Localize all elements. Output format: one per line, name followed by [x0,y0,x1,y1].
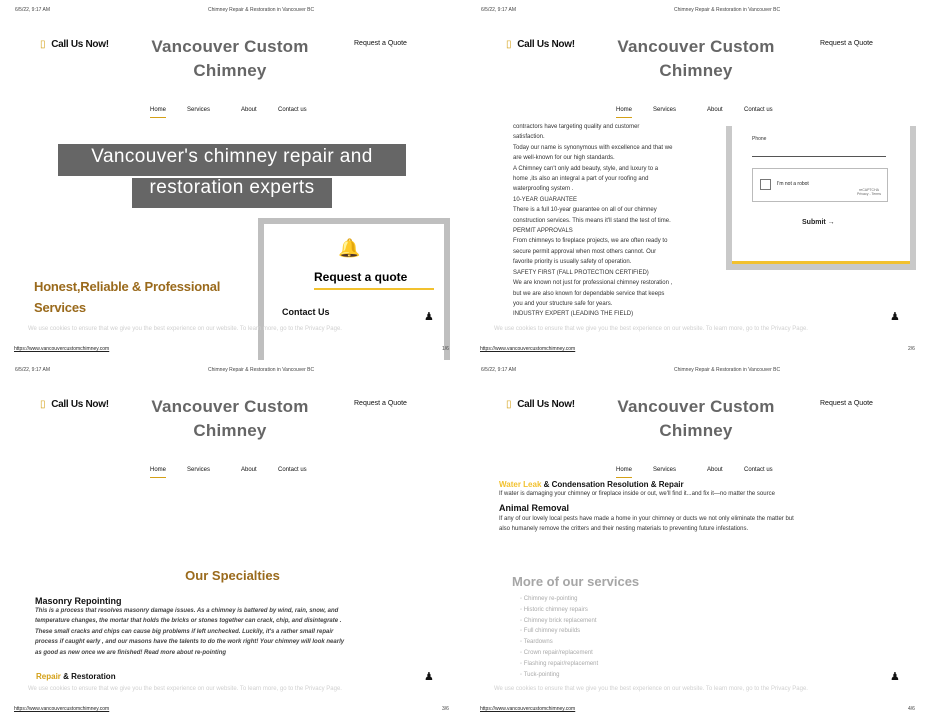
list-item[interactable]: ◦ Historic chimney repairs [520,605,598,616]
nav-contact[interactable]: Contact us [744,107,773,113]
list-item[interactable]: ◦ Teardowns [520,637,598,648]
list-item[interactable]: ◦ Tuck-pointing [520,670,598,681]
nav-about[interactable]: About [241,107,257,113]
text-line: contractors have targeting quality and customer [513,124,640,130]
text-line: This is a process that resolves masonry damage issues. As a chimney is battered by wind, rain, snow, and [35,608,339,614]
text-line: INDUSTRY EXPERT (LEADING THE FIELD) [513,311,634,318]
section-title: Our Specialties [185,568,280,583]
cookie-notice: We use cookies to ensure that we give you the best experience on our website. To learn more, go to the Privacy Page. [494,686,808,692]
phone-icon: ▯ [40,399,46,410]
text-line: process if caught early , and our masons have the talents to do the work right! Your chimney will look nearly [35,639,345,646]
cookie-notice: We use cookies to ensure that we give you the best experience on our website. To learn more, go to the Privacy Page. [28,326,342,332]
text-line: temperature changes, the mortar that holds the bricks or stones together can crack, chip, and disintegrate . [35,618,342,625]
submit-button[interactable]: Submit → [802,219,835,226]
footer-url[interactable]: https://www.vancouvercustomchimney.com [480,706,576,712]
text-line: waterproofing system . [513,186,574,193]
list-item[interactable]: ◦ Chimney re-pointing [520,594,598,605]
site-logo[interactable]: Vancouver Custom Chimney [151,37,309,80]
accent-bar [314,288,434,290]
list-item[interactable]: ◦ Full chimney rebuilds [520,626,598,637]
accent-bar [732,261,910,264]
print-page-3 [0,360,465,720]
site-logo[interactable]: Vancouver Custom Chimney [151,397,309,440]
accessibility-icon[interactable]: ♟ [424,311,434,323]
text-line: SAFETY FIRST (FALL PROTECTION CERTIFIED) [513,269,649,276]
nav-home[interactable]: Home [150,107,166,118]
nav-about[interactable]: About [707,107,723,113]
call-us-link[interactable]: ▯ Call Us Now! [506,39,575,50]
phone-icon: ▯ [506,39,512,50]
nav-about[interactable]: About [241,467,257,473]
print-page-1 [0,0,465,360]
nav-services[interactable]: Services [653,107,677,113]
hero-heading-line2: restoration experts [132,178,332,208]
site-logo[interactable]: Vancouver Custom Chimney [617,397,775,440]
captcha-label: I'm not a robot [777,181,809,187]
list-item[interactable]: ◦ Flashing repair/replacement [520,659,598,670]
nav-contact[interactable]: Contact us [744,467,773,473]
text-line: as good as new once we are finished! Read more about re-pointing [35,649,227,656]
nav-home[interactable]: Home [616,107,632,118]
footer-url[interactable]: https://www.vancouvercustomchimney.com [480,346,576,352]
nav-home[interactable]: Home [150,467,166,478]
text-line: If any of our lovely local pests have made a home in your chimney or ducts we not only eliminate the matter but [499,516,794,522]
page-number: 3/6 [442,706,449,712]
masonry-heading: Masonry Repointing [35,596,122,606]
water-leak-text: If water is damaging your chimney or fireplace inside or out, we'll find it...and fix it—no matter the source [499,491,775,497]
phone-icon: ▯ [506,399,512,410]
call-us-link[interactable]: ▯ Call Us Now! [40,399,109,410]
text-line: Today our name is synonymous with excellence and that we [513,144,673,151]
text-line: construction services. This means it'll stand the test of time. [513,217,671,224]
print-date: 6/5/22, 9:17 AM [15,367,51,373]
captcha-widget [752,168,888,202]
call-us-link[interactable]: ▯ Call Us Now! [40,39,109,50]
list-item[interactable]: ◦ Crown repair/replacement [520,648,598,659]
text-line: 10-YEAR GUARANTEE [513,196,578,203]
more-services-heading: More of our services [512,574,640,589]
footer-url[interactable]: https://www.vancouvercustomchimney.com [14,706,110,712]
text-line: There is a full 10-year guarantee on all of our chimney [513,207,657,214]
nav-services[interactable]: Services [187,467,211,473]
tagline: Honest,Reliable & Professional Services [34,279,221,315]
text-line: also humanely remove the critters and their nesting materials to preventing future infestations. [499,526,749,533]
print-title: Chimney Repair & Restoration in Vancouver BC [208,7,315,13]
text-line: you and your structure safe for years. [513,300,613,307]
site-logo[interactable]: Vancouver Custom Chimney [617,37,775,80]
text-line: home ,its also an integral a part of your roofing and [513,176,649,183]
cookie-notice: We use cookies to ensure that we give you the best experience on our website. To learn more, go to the Privacy Page. [494,326,808,332]
nav-services[interactable]: Services [653,467,677,473]
cookie-notice: We use cookies to ensure that we give you the best experience on our website. To learn more, go to the Privacy Page. [28,686,342,692]
page-number: 2/6 [908,346,915,352]
text-line: secure permit approval when most others cannot. Our [513,248,657,255]
bell-icon: 🔔 [338,238,361,258]
print-title: Chimney Repair & Restoration in Vancouver BC [674,7,781,13]
about-text [513,122,725,320]
water-leak-heading: Water Leak & Condensation Resolution & Repair [499,480,684,489]
text-line: These small cracks and chips can cause big problems if left unchecked. Luckily, it's a rather small repair [35,628,334,635]
page-number: 1/6 [442,346,449,352]
text-line: From chimneys to fireplace projects, we are often ready to [513,238,668,245]
print-page-2 [466,0,931,360]
text-line: favorite priority is usually safety of operation. [513,259,632,266]
animal-removal-heading: Animal Removal [499,503,570,513]
phone-icon: ▯ [40,39,46,50]
repair-heading: Repair & Restoration [36,672,116,681]
call-us-link[interactable]: ▯ Call Us Now! [506,399,575,410]
captcha-branding: reCAPTCHA Privacy - Terms [857,188,882,196]
request-quote-link[interactable]: Request a Quote [354,40,407,47]
nav-contact[interactable]: Contact us [278,467,307,473]
text-line: but we are also known for dependable service that keeps [513,290,665,297]
hero-heading-line1: Vancouver's chimney repair and [58,144,406,176]
text-line: are well-known for our high standards. [513,155,615,162]
nav-services[interactable]: Services [187,107,211,113]
print-date: 6/5/22, 9:17 AM [15,7,51,13]
nav-home[interactable]: Home [616,467,632,478]
quote-card-title: Request a quote [314,270,408,284]
quote-card [258,218,450,360]
text-line: PERMIT APPROVALS [513,228,573,235]
print-date: 6/5/22, 9:17 AM [481,367,517,373]
page-number: 4/6 [908,706,915,712]
accessibility-icon[interactable]: ♟ [890,311,900,323]
print-page-4 [466,360,931,720]
request-quote-link[interactable]: Request a Quote [354,400,407,407]
nav-contact[interactable]: Contact us [278,107,307,113]
request-quote-link[interactable]: Request a Quote [820,400,873,407]
nav-about[interactable]: About [707,467,723,473]
text-line: We are known not just for professional chimney restoration , [513,280,673,287]
list-item[interactable]: ◦ Chimney brick replacement [520,616,598,627]
text-line: satisfaction. [513,134,545,141]
phone-label: Phone [752,136,767,142]
contact-us-label: Contact Us [282,307,330,317]
print-title: Chimney Repair & Restoration in Vancouver BC [208,367,315,373]
animal-removal-text [499,514,899,535]
print-title: Chimney Repair & Restoration in Vancouver BC [674,367,781,373]
captcha-checkbox[interactable] [760,179,771,190]
masonry-text [35,606,435,658]
more-services-list [520,594,598,680]
footer-url[interactable]: https://www.vancouvercustomchimney.com [14,346,110,352]
accessibility-icon[interactable]: ♟ [424,671,434,683]
quote-form [726,126,916,270]
text-line: A Chimney can't only add beauty, style, and luxury to a [513,165,659,172]
accessibility-icon[interactable]: ♟ [890,671,900,683]
request-quote-link[interactable]: Request a Quote [820,40,873,47]
print-date: 6/5/22, 9:17 AM [481,7,517,13]
phone-input[interactable] [752,156,886,157]
